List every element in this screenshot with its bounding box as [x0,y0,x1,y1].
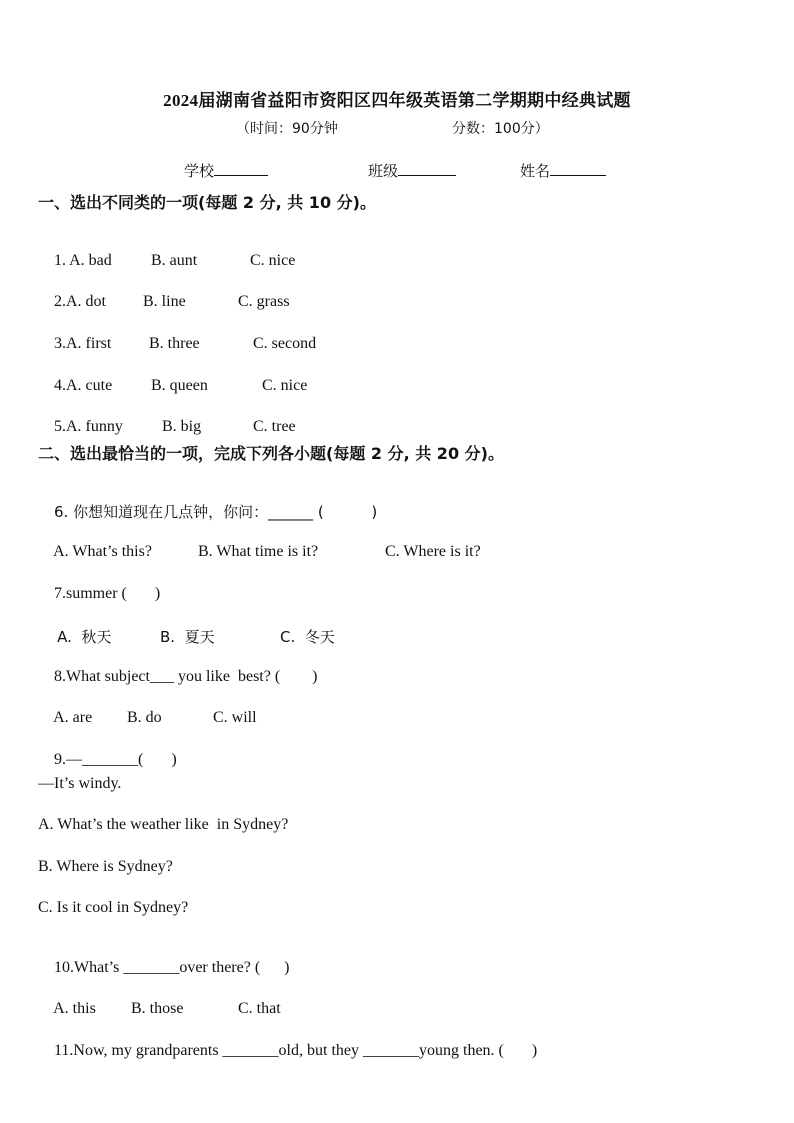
class-field [368,160,456,181]
option-b: B. queen [151,377,208,394]
question-9-answer-line: —It’s windy. [38,775,122,792]
option-b: B. 夏天 [160,628,215,646]
question-text: 10.What’s _______over there? ( ) [54,959,290,976]
option-a: A. What’s this? [53,543,152,560]
option-c: C. nice [250,252,296,269]
school-field [184,160,268,181]
option-a: A. funny [66,418,123,435]
option-c: C. will [213,709,257,726]
section2-heading: 二、选出最恰当的一项，完成下列各小题(每题 2 分, 共 20 分)。 [38,444,504,463]
question-9-option-a: A. What’s the weather like in Sydney? [38,816,289,833]
option-c: C. tree [253,418,296,435]
question-9-option-c: C. Is it cool in Sydney? [38,899,189,916]
question-11-stem [38,1024,537,1078]
option-c: C. grass [238,293,290,310]
name-field [520,160,606,181]
option-b: B. aunt [151,252,198,269]
question-text: 9.—_______( ) [54,751,177,768]
option-a: A. bad [69,252,112,269]
question-number: 2. [54,293,66,310]
school-blank [214,161,268,176]
option-b: B. three [149,335,200,352]
question-text: 7.summer ( ) [54,585,161,602]
option-b: B. those [131,1000,184,1017]
question-text: 6. 你想知道现在几点钟，你问：______ ( ) [54,503,378,521]
option-b: B. big [162,418,202,435]
option-b: B. What time is it? [198,543,319,560]
question-number: 4. [54,377,66,394]
school-label: 学校 [184,162,215,180]
exam-time: （时间：90分钟 [236,121,338,137]
class-blank [398,161,456,176]
exam-title: 2024届湖南省益阳市资阳区四年级英语第二学期期中经典试题 [163,91,631,110]
question-number: 3. [54,335,66,352]
option-b: B. do [127,709,162,726]
option-c: C. that [238,1000,281,1017]
question-9-option-b: B. Where is Sydney? [38,858,173,875]
name-blank [550,161,606,176]
question-text: 11.Now, my grandparents _______old, but they _______young then. ( ) [54,1042,538,1059]
option-c: C. second [253,335,317,352]
section1-heading: 一、选出不同类的一项(每题 2 分, 共 10 分)。 [38,193,376,212]
question-number: 1. [54,252,70,269]
option-a: A. are [53,709,93,726]
option-a: A. 秋天 [57,628,112,646]
exam-score: 分数：100分） [452,121,549,137]
option-c: C. Where is it? [385,543,481,560]
option-c: C. 冬天 [280,628,335,646]
option-c: C. nice [262,377,308,394]
option-a: A. this [53,1000,96,1017]
question-number: 5. [54,418,66,435]
option-a: A. dot [66,293,106,310]
option-b: B. line [143,293,186,310]
question-text: 8.What subject___ you like best? ( ) [54,668,318,685]
option-a: A. cute [66,377,113,394]
class-label: 班级 [368,162,399,180]
name-label: 姓名 [520,162,551,180]
option-a: A. first [66,335,112,352]
